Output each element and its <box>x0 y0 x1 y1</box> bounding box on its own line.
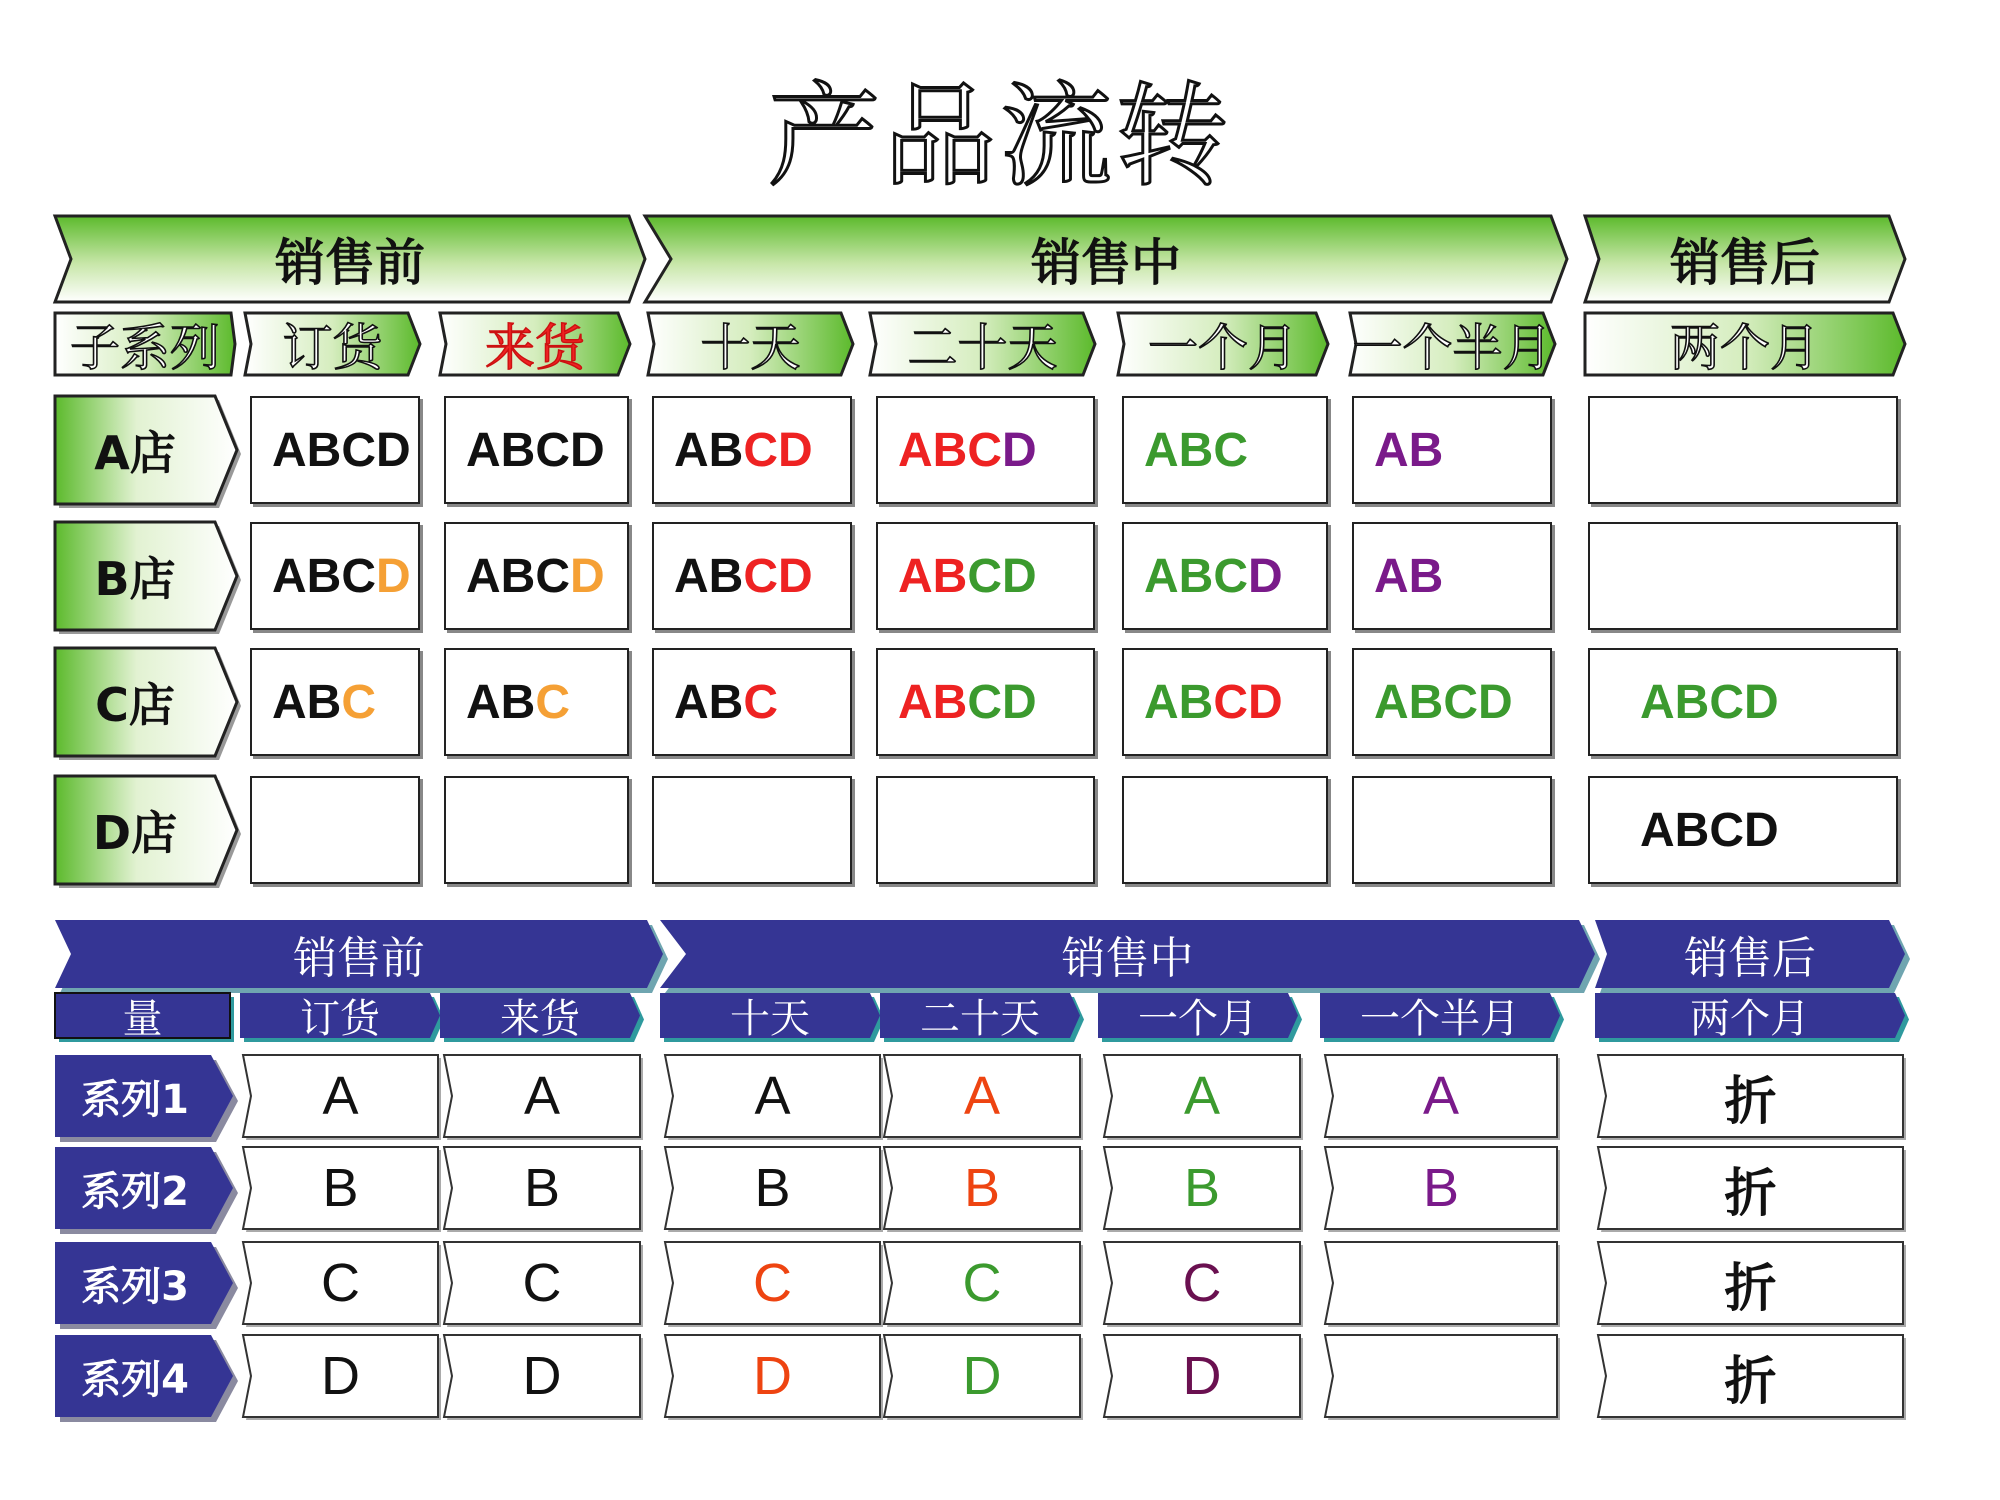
bottom-cell-r2-c5 <box>1104 1147 1300 1229</box>
bottom-subheader-4 <box>660 993 880 1042</box>
bottom-cell-value: A <box>963 1066 1001 1126</box>
top-subheader-3 <box>440 313 630 375</box>
top-subheader-text: 十天 <box>700 319 801 377</box>
bottom-cell-r1-c7 <box>1598 1055 1903 1137</box>
top-cell-seg: AB <box>674 423 744 477</box>
bottom-cell-r1-c6 <box>1325 1055 1557 1137</box>
top-cell-seg: AB <box>1374 423 1444 477</box>
top-cell-r1-c1 <box>250 396 420 504</box>
bottom-cell-r2-c3 <box>665 1147 880 1229</box>
series-name: 系列4 <box>81 1356 189 1403</box>
bottom-subheader-6 <box>1098 993 1298 1042</box>
bottom-cell-r4-c2 <box>444 1335 640 1417</box>
bottom-cell-r2-c2 <box>444 1147 640 1229</box>
top-cell-r2-c3 <box>652 522 852 630</box>
bottom-cell-value: C <box>962 1253 1002 1313</box>
bottom-cell-r4-c5 <box>1104 1335 1300 1417</box>
top-cell-r4-c3 <box>652 776 852 884</box>
top-cell-r2-c7 <box>1588 522 1898 630</box>
bottom-cell-value: 折 <box>1724 1162 1777 1224</box>
bottom-cell-r2-c1 <box>243 1147 438 1229</box>
top-cell-r3-c1 <box>250 648 420 756</box>
bottom-cell-r3-c5 <box>1104 1242 1300 1324</box>
top-cell-r2-c2 <box>444 522 629 630</box>
top-cell-seg: ABC <box>466 549 570 603</box>
top-subheader-text: 两个月 <box>1670 319 1820 377</box>
bottom-subheader-2 <box>240 993 440 1042</box>
top-cell-seg: AB <box>674 549 744 603</box>
bottom-subheader-7 <box>1320 993 1560 1042</box>
top-cell-r1-c2 <box>444 396 629 504</box>
series-name: 系列3 <box>81 1263 189 1310</box>
top-cell-seg: D <box>376 549 411 603</box>
top-cell-r3-c7 <box>1588 648 1898 756</box>
top-cell-r3-c5 <box>1122 648 1328 756</box>
page-title: 产品流转 <box>768 72 1232 202</box>
bottom-cell-r4-c4 <box>884 1335 1080 1417</box>
top-cell-r4-c7 <box>1588 776 1898 884</box>
bottom-phase-label-1 <box>55 920 663 988</box>
top-cell-r3-c2 <box>444 648 629 756</box>
bottom-cell-value: B <box>963 1158 1001 1218</box>
top-cell-seg: CD <box>967 675 1037 729</box>
top-cell-seg: ABCD <box>1374 675 1513 729</box>
bottom-cell-r2-c6 <box>1325 1147 1557 1229</box>
bottom-cell-r1-c2 <box>444 1055 640 1137</box>
bottom-subheader-8 <box>1595 993 1905 1042</box>
series-label-1 <box>55 1055 215 1137</box>
store-label-4 <box>55 776 215 884</box>
top-cell-seg: AB <box>272 675 342 729</box>
top-cell-seg: ABCD <box>466 423 605 477</box>
bottom-subheader-text: 一个月 <box>1138 996 1258 1042</box>
top-phase-text: 销售后 <box>1670 234 1820 292</box>
bottom-cell-value: B <box>523 1158 561 1218</box>
series-name: 系列1 <box>81 1076 189 1123</box>
bottom-cell-r4-c7 <box>1598 1335 1903 1417</box>
series-name: 系列2 <box>81 1168 189 1215</box>
bottom-cell-value: 折 <box>1724 1257 1777 1319</box>
top-cell-r4-c4 <box>876 776 1095 884</box>
top-phase-label-3 <box>1585 216 1905 302</box>
bottom-cell-value: B <box>1183 1158 1221 1218</box>
top-cell-r4-c1 <box>250 776 420 884</box>
bottom-subheader-text: 十天 <box>730 996 810 1042</box>
bottom-cell-value: A <box>322 1066 359 1126</box>
top-subheader-text: 子系列 <box>70 319 220 377</box>
top-cell-seg: ABC <box>1144 549 1248 603</box>
series-label-3 <box>55 1242 215 1324</box>
top-cell-seg: ABC <box>1144 423 1248 477</box>
bottom-cell-value: A <box>1422 1066 1460 1126</box>
bottom-cell-r1-c3 <box>665 1055 880 1137</box>
top-subheader-text: 订货 <box>282 319 383 377</box>
top-cell-seg: C <box>743 675 778 729</box>
bottom-cell-r3-c6 <box>1325 1242 1557 1324</box>
bottom-cell-r4-c3 <box>665 1335 880 1417</box>
bottom-subheader-text: 订货 <box>300 996 380 1042</box>
store-label-2 <box>55 522 215 630</box>
bottom-subheader-5 <box>880 993 1080 1042</box>
top-phase-label-1 <box>55 216 645 302</box>
bottom-cell-value: B <box>754 1158 791 1218</box>
top-cell-r3-c4 <box>876 648 1095 756</box>
bottom-cell-value: D <box>753 1346 792 1406</box>
top-cell-r2-c6 <box>1352 522 1552 630</box>
store-name: D店 <box>92 806 178 860</box>
top-phase-text: 销售中 <box>1031 234 1181 292</box>
top-subheader-text: 一个月 <box>1148 319 1298 377</box>
store-name: B店 <box>94 552 176 606</box>
bottom-cell-value: A <box>523 1066 561 1126</box>
top-phase-label-2 <box>645 216 1567 302</box>
bottom-cell-r3-c7 <box>1598 1242 1903 1324</box>
bottom-cell-value: D <box>962 1346 1002 1406</box>
bottom-subheader-text: 二十天 <box>920 996 1040 1042</box>
top-cell-seg: CD <box>967 549 1037 603</box>
bottom-cell-value: C <box>522 1253 562 1313</box>
top-cell-seg: CD <box>743 423 813 477</box>
store-label-1 <box>55 396 215 504</box>
bottom-cell-r3-c3 <box>665 1242 880 1324</box>
top-cell-seg: CD <box>1213 675 1283 729</box>
top-cell-seg: C <box>535 675 570 729</box>
series-label-4 <box>55 1335 215 1417</box>
bottom-cell-value: C <box>753 1253 792 1313</box>
bottom-phase-text: 销售后 <box>1684 933 1816 984</box>
bottom-cell-r4-c1 <box>243 1335 438 1417</box>
top-cell-r2-c5 <box>1122 522 1328 630</box>
top-cell-r1-c6 <box>1352 396 1552 504</box>
top-cell-seg: D <box>1248 549 1283 603</box>
top-subheader-4 <box>648 313 853 375</box>
bottom-cell-value: A <box>1183 1066 1221 1126</box>
bottom-cell-value: B <box>322 1158 359 1218</box>
top-cell-seg: AB <box>1144 675 1214 729</box>
top-cell-r2-c4 <box>876 522 1095 630</box>
bottom-phase-label-2 <box>660 920 1595 988</box>
bottom-subheader-text: 两个月 <box>1690 996 1810 1042</box>
bottom-cell-value: C <box>321 1253 360 1313</box>
bottom-cell-r4-c6 <box>1325 1335 1557 1417</box>
top-cell-r3-c6 <box>1352 648 1552 756</box>
top-subheader-8 <box>1585 313 1905 375</box>
bottom-cell-r3-c1 <box>243 1242 438 1324</box>
top-cell-seg: ABCD <box>1640 675 1779 729</box>
top-cell-seg: AB <box>1374 549 1444 603</box>
top-phase-text: 销售前 <box>275 234 425 292</box>
top-subheader-5 <box>870 313 1095 375</box>
bottom-cell-value: D <box>321 1346 360 1406</box>
bottom-cell-r2-c4 <box>884 1147 1080 1229</box>
bottom-subheader-text: 一个半月 <box>1360 996 1520 1042</box>
top-subheader-text: 二十天 <box>907 319 1058 377</box>
bottom-cell-value: D <box>522 1346 562 1406</box>
bottom-subheader-text: 量 <box>122 996 163 1042</box>
top-subheader-text: 一个半月 <box>1352 319 1553 377</box>
top-cell-seg: ABCD <box>272 423 411 477</box>
bottom-cell-r3-c2 <box>444 1242 640 1324</box>
top-cell-r1-c5 <box>1122 396 1328 504</box>
top-cell-seg: CD <box>743 549 813 603</box>
series-label-2 <box>55 1147 215 1229</box>
top-cell-r1-c3 <box>652 396 852 504</box>
top-cell-seg: ABC <box>898 423 1002 477</box>
top-subheader-6 <box>1118 313 1328 375</box>
top-cell-seg: AB <box>898 549 968 603</box>
top-subheader-7 <box>1350 313 1555 375</box>
bottom-cell-r1-c5 <box>1104 1055 1300 1137</box>
bottom-phase-text: 销售前 <box>293 933 425 984</box>
top-cell-r1-c7 <box>1588 396 1898 504</box>
bottom-phase-label-3 <box>1595 920 1905 988</box>
top-cell-seg: AB <box>674 675 744 729</box>
top-cell-r4-c2 <box>444 776 629 884</box>
top-subheader-text: 来货 <box>485 319 585 377</box>
bottom-subheader-text: 来货 <box>500 996 580 1042</box>
store-label-3 <box>55 648 215 756</box>
bottom-subheader-1 <box>55 993 230 1042</box>
top-cell-seg: D <box>570 549 605 603</box>
top-cell-r2-c1 <box>250 522 420 630</box>
top-cell-seg: D <box>1002 423 1037 477</box>
bottom-cell-value: D <box>1182 1346 1222 1406</box>
store-name: A店 <box>94 426 176 480</box>
bottom-cell-r1-c1 <box>243 1055 438 1137</box>
bottom-cell-value: C <box>1182 1253 1222 1313</box>
top-cell-seg: ABCD <box>1640 803 1779 857</box>
store-name: C店 <box>95 678 175 732</box>
bottom-cell-value: 折 <box>1724 1350 1777 1412</box>
bottom-cell-value: B <box>1422 1158 1460 1218</box>
bottom-cell-r2-c7 <box>1598 1147 1903 1229</box>
top-subheader-2 <box>245 313 420 375</box>
bottom-subheader-3 <box>440 993 640 1042</box>
bottom-phase-text: 销售中 <box>1061 933 1194 984</box>
top-cell-r1-c4 <box>876 396 1095 504</box>
top-cell-seg: AB <box>898 675 968 729</box>
top-cell-seg: AB <box>466 675 536 729</box>
top-cell-seg: C <box>341 675 376 729</box>
top-cell-r3-c3 <box>652 648 852 756</box>
top-subheader-1 <box>55 313 235 375</box>
top-cell-r4-c6 <box>1352 776 1552 884</box>
top-cell-seg: ABC <box>272 549 376 603</box>
bottom-cell-value: A <box>754 1066 791 1126</box>
bottom-cell-value: 折 <box>1724 1070 1777 1132</box>
bottom-cell-r3-c4 <box>884 1242 1080 1324</box>
top-cell-r4-c5 <box>1122 776 1328 884</box>
bottom-cell-r1-c4 <box>884 1055 1080 1137</box>
